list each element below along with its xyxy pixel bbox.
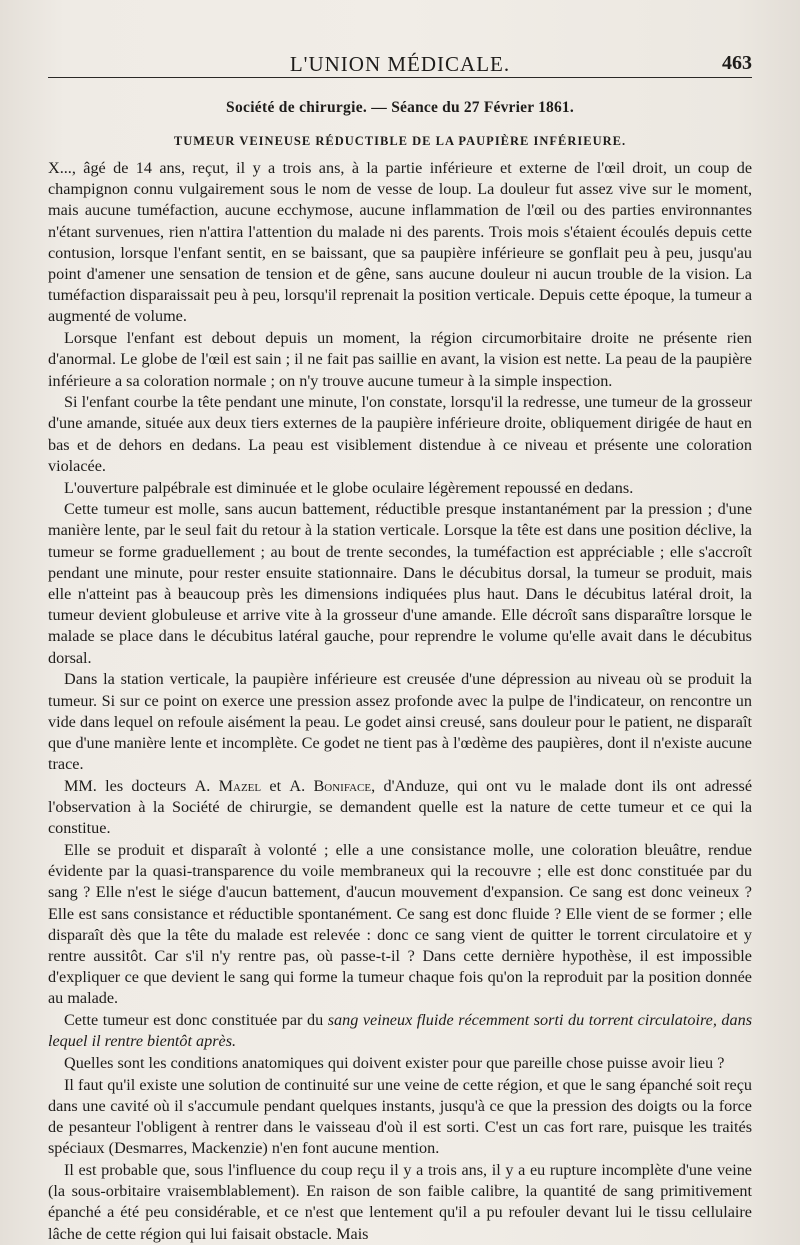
paragraph: Il faut qu'il existe une solution de continuité sur une veine de cette région, et que le sang épanché soit reçu dans une cavité où il s'accumule pendant quelques instants, jusqu'à ce que la pression des doigts ou la force de pesanteur l'obligent à rentrer dans le vaisseau d'où il est sorti. C'est un cas fort rare, puisque les traités spéciaux (Desmarres, Mackenzie) n'en font aucune mention. (48, 1075, 752, 1158)
paragraph-text: et (261, 776, 290, 795)
society-name: Société de chirurgie. (226, 99, 368, 116)
paragraph (48, 1010, 752, 1052)
paragraph (48, 776, 752, 840)
session-date: Séance du 27 Février 1861. (391, 99, 574, 116)
page-number: 463 (722, 52, 752, 74)
case-title: TUMEUR VEINEUSE RÉDUCTIBLE DE LA PAUPIÈRE INFÉRIEURE. (173, 134, 627, 148)
paragraph: Dans la station verticale, la paupière inférieure est creusée d'une dépression au niveau où se produit la tumeur. Si sur ce point on exerce une pression assez profonde avec la pulpe de l'indicateur, on rencontre un vide dans lequel on refoule aisément la peau. Le godet ainsi creusé, sans douleur pour le patient, ne disparaît que d'une manière lente et incomplète. Ce godet ne tient pas à l'œdème des paupières, dont il n'existe aucune trace. (48, 670, 752, 774)
header-rule (48, 77, 752, 78)
session-separator: — (367, 99, 392, 116)
author-name: A. Boniface (289, 776, 372, 795)
page-header (48, 52, 752, 74)
session-heading (48, 99, 752, 117)
paragraph: Elle se produit et disparaît à volonté ; elle a une consistance molle, une coloration bleuâtre, rendue évidente par la quasi-transparence du voile membraneux qui la recouvre ; elle est donc constituée par du sang ? Elle n'est le siége d'aucun battement, d'aucun mouvement d'expansion. Ce sang est donc veineux ? Elle est sans consistance et réductible spontanément. Ce sang est donc fluide ? Elle vient de se former ; elle disparaît dès que la tête du malade est relevée : donc ce sang vient de quitter le torrent circulatoire et y rentre aussitôt. Car s'il n'y rentre pas, où passe-t-il ? Dans cette dernière hypothèse, il est impossible d'expliquer ce que devient le sang qui forme la tumeur chaque fois qu'on la reproduit par la position donnée au malade. (48, 841, 752, 1008)
paragraph: Cette tumeur est molle, sans aucun battement, réductible presque instantanément par la pression ; d'une manière lente, par le seul fait du retour à la station verticale. Lorsque la tête est dans une position déclive, la tumeur se forme graduellement ; au bout de trente secondes, la tuméfaction est appréciable ; elle s'accroît pendant une minute, pour rester ensuite stationnaire. Dans le décubitus dorsal, la tumeur se produit, mais elle n'atteint pas à beaucoup près les dimensions indiquées plus haut. Dans le décubitus latéral droit, la tumeur devient globuleuse et arrive vite à la grosseur d'une amande. Elle décroît sans disparaître lorsque le malade se place dans le décubitus latéral gauche, pour reprendre le volume qu'elle avait dans le décubitus dorsal. (48, 500, 752, 667)
paragraph-text: Cette tumeur est donc constituée par du (64, 1011, 328, 1030)
italic-conclusion: sang veineux fluide récemment sorti du torrent circulatoire, dans lequel il rentre bientôt après. (48, 1011, 752, 1051)
paragraph: Il est probable que, sous l'influence du coup reçu il y a trois ans, il y a eu rupture incomplète d'une veine (la sous-orbitaire vraisemblablement). En raison de son faible calibre, la quantité de sang primitivement épanché a été peu considérable, et ce n'est que lentement qu'il a pu refouler devant lui le tissu cellulaire lâche de cette région qui lui faisait obstacle. Mais (48, 1161, 752, 1243)
paragraph: Lorsque l'enfant est debout depuis un moment, la région circumorbitaire droite ne présente rien d'anormal. Le globe de l'œil est sain ; il ne fait pas saillie en avant, la vision est nette. La peau de la paupière inférieure a sa coloration normale ; on n'y trouve aucune tumeur à la simple inspection. (48, 329, 752, 390)
paragraph: Quelles sont les conditions anatomiques qui doivent exister pour que pareille chose puisse avoir lieu ? (64, 1054, 725, 1073)
paragraph-text: MM. les docteurs (64, 776, 195, 795)
paragraph-text: , d'Anduze, qui ont vu le malade dont ils ont adressé l'observation à la Société de chirurgie, se demandent quelle est la nature de cette tumeur et ce qui la constitue. (48, 776, 753, 838)
paragraph: X..., âgé de 14 ans, reçut, il y a trois ans, à la partie inférieure et externe de l'œil droit, un coup de champignon connu vulgairement sous le nom de vesse de loup. La douleur fut assez vive sur le moment, mais aucune tuméfaction, aucune ecchymose, aucune inflammation de l'œil ou des parties environnantes n'étant survenues, rien n'attira l'attention du malade ni des parents. Trois mois s'étaient écoulés depuis cette contusion, lorsque l'enfant sentit, en se baissant, que sa paupière inférieure se gonflait peu à peu, jusqu'au point d'amener une sensation de tension et de gêne, sans aucune douleur ni aucun trouble de la vision. La tuméfaction disparaissait peu à peu, lorsqu'il reprenait la position verticale. Depuis cette époque, la tumeur a augmenté de volume. (48, 159, 752, 326)
paragraph: Si l'enfant courbe la tête pendant une minute, l'on constate, lorsqu'il la redresse, une tumeur de la grosseur d'une amande, située aux deux tiers externes de la paupière inférieure droite, obliquement dirigée de haut en bas et de dehors en dedans. La peau est visiblement distendue à ce niveau et présente une coloration violacée. (48, 393, 752, 475)
paragraph: L'ouverture palpébrale est diminuée et le globe oculaire légèrement repoussé en dedans. (64, 478, 634, 497)
author-name: A. Mazel (194, 776, 262, 795)
article-body (48, 158, 752, 1245)
running-title: L'UNION MÉDICALE. (289, 52, 511, 76)
